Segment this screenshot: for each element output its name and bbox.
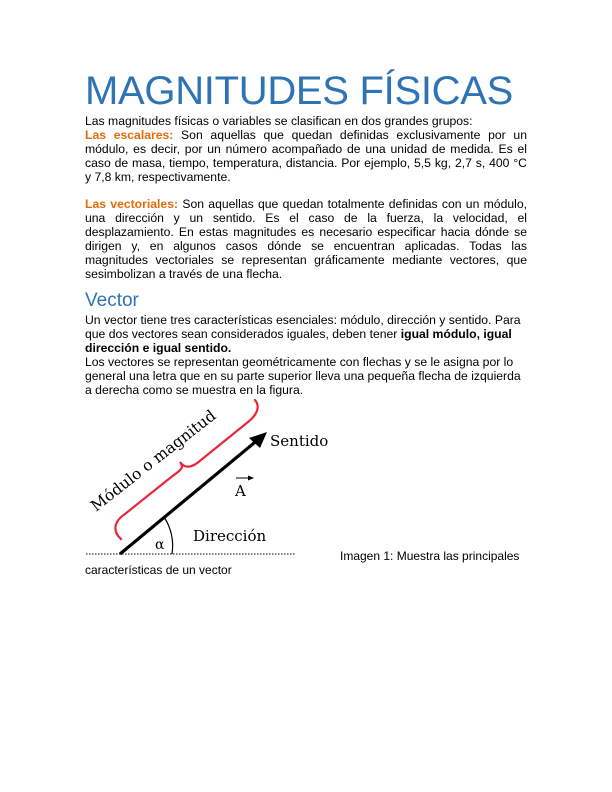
vector-p1-text: Un vector tiene tres características esenciales: módulo, dirección y sentido. Para que dos vectores sean considerados iguales, deben tener: [85, 313, 521, 341]
vector-p1-bold-1: igual módulo: [400, 327, 477, 341]
intro-paragraph: Las magnitudes físicas o variables se clasifican en dos grandes grupos:: [85, 114, 473, 128]
vectoriales-text: Son aquellas que quedan totalmente definidas con un módulo, una dirección y un sentido. Es el caso de la fuerza, la velocidad, el desplazamiento. En estas magnitudes es necesario especificar hacia dónde se dirigen y, en algunos casos dónde se encuentran aplicadas. Todas las magnitudes vectoriales se representan gráficamente mediante vectores, que sesimbolizan a través de una flecha.: [85, 197, 527, 281]
escalares-paragraph: [85, 128, 527, 184]
vector-heading: Vector: [85, 290, 139, 311]
vector-label-arrow-icon: [248, 476, 254, 481]
vector-figure: [80, 392, 329, 562]
vectoriales-paragraph: [85, 197, 527, 281]
page-title: MAGNITUDES FÍSICAS: [85, 69, 513, 113]
figure-caption-line-1: Imagen 1: Muestra las principales: [340, 549, 520, 563]
direccion-label: Dirección: [193, 527, 267, 545]
vector-paragraph-2: Los vectores se representan geométricamente con flechas y se le asigna por lo general una letra que en su parte superior lleva una pequeña flecha de izquierda a derecha como se muestra en la figura.: [85, 355, 521, 397]
angle-arc: [164, 517, 173, 554]
escalares-label: Las escalares:: [85, 128, 174, 142]
vector-paragraph-1: [85, 313, 527, 355]
modulo-label: Módulo o magnitud: [87, 406, 220, 516]
vector-p1-bold-2: igual dirección e igual sentido.: [85, 327, 512, 355]
vectoriales-label: Las vectoriales:: [85, 197, 179, 211]
sentido-label: Sentido: [270, 432, 329, 450]
angle-alpha-label: α: [155, 537, 165, 553]
vector-p1-separator: ,: [476, 327, 484, 341]
figure-caption-line-2: características de un vector: [85, 563, 232, 577]
escalares-text: Son aquellas que quedan definidas exclusivamente por un módulo, es decir, por un número acompañado de una unidad de medida. Es el caso de masa, tiempo, temperatura, distancia. Por ejemplo, 5,5 kg, 2,7 s, 400 °C y 7,8 km, respectivamente.: [85, 128, 527, 184]
vector-letter-label: A: [235, 482, 246, 500]
